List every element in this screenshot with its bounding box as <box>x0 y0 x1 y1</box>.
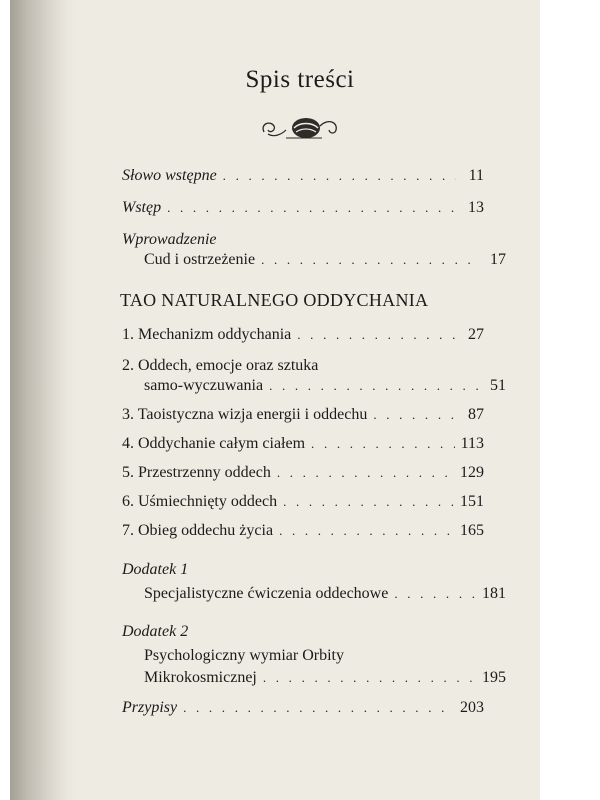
entry-label-line2: Mikrokosmicznej <box>144 669 257 686</box>
entry-page: 13 <box>468 199 484 216</box>
entry-label: Cud i ostrzeżenie <box>144 251 256 268</box>
toc-entry-chapter-5 <box>122 463 484 483</box>
group-heading: Dodatek 1 <box>122 561 189 578</box>
entry-label: 1. Mechanizm oddychania <box>122 326 292 343</box>
ornament-icon <box>256 112 346 146</box>
leader-dots <box>277 463 454 483</box>
entry-page: 195 <box>482 669 506 686</box>
toc-entry-chapter-3 <box>122 405 484 425</box>
entry-page: 165 <box>460 522 484 539</box>
entry-label-line1: 2. Oddech, emocje oraz sztuka <box>122 357 319 374</box>
leader-dots <box>279 521 454 541</box>
entry-page: 113 <box>460 435 484 452</box>
entry-label: Przypisy <box>122 699 178 716</box>
entry-label: 4. Oddychanie całym ciałem <box>122 435 306 452</box>
leader-dots <box>373 405 456 425</box>
page-title: Spis treści <box>245 66 355 93</box>
toc-entry-dodatek-1 <box>122 560 506 604</box>
toc-entry-wstep <box>122 198 484 218</box>
section-heading: TAO NATURALNEGO ODDYCHANIA <box>120 290 429 310</box>
entry-label: 5. Przestrzenny oddech <box>122 464 271 481</box>
toc-entry-wprowadzenie <box>122 230 506 270</box>
group-heading: Dodatek 2 <box>122 623 189 640</box>
toc-entry-dodatek-2 <box>122 622 506 688</box>
entry-page: 11 <box>468 167 484 184</box>
toc-entry-chapter-6 <box>122 492 484 512</box>
entry-label: Wstęp <box>122 199 162 216</box>
entry-page: 51 <box>490 377 506 394</box>
toc-entry-przypisy <box>122 698 484 718</box>
leader-dots <box>183 698 454 718</box>
leader-dots <box>263 668 476 688</box>
toc-entry-chapter-2 <box>122 356 506 396</box>
group-heading: Wprowadzenie <box>122 231 217 248</box>
entry-label-line2: samo-wyczuwania <box>144 377 264 394</box>
leader-dots <box>283 492 454 512</box>
entry-label: 3. Taoistyczna wizja energii i oddechu <box>122 406 368 423</box>
entry-label: 6. Uśmiechnięty oddech <box>122 493 278 510</box>
leader-dots <box>394 584 476 604</box>
entry-page: 129 <box>460 464 484 481</box>
entry-page: 181 <box>482 585 506 602</box>
leader-dots <box>311 434 455 454</box>
entry-label-line1: Psychologiczny wymiar Orbity <box>144 647 344 664</box>
toc-entry-chapter-4 <box>122 434 484 454</box>
entry-label: 7. Obieg oddechu życia <box>122 522 274 539</box>
entry-label: Słowo wstępne <box>122 167 217 184</box>
entry-page: 17 <box>490 251 506 268</box>
entry-page: 203 <box>460 699 484 716</box>
entry-page: 151 <box>460 493 484 510</box>
entry-label: Specjalistyczne ćwiczenia oddechowe <box>144 585 389 602</box>
toc-entry-chapter-1 <box>122 325 484 345</box>
leader-dots <box>297 325 456 345</box>
leader-dots <box>261 250 478 270</box>
leader-dots <box>269 376 478 396</box>
leader-dots <box>167 198 456 218</box>
toc-entry-chapter-7 <box>122 521 484 541</box>
leader-dots <box>223 166 456 186</box>
toc-entry-slowo-wstepne <box>122 166 484 186</box>
entry-page: 87 <box>468 406 484 423</box>
entry-page: 27 <box>468 326 484 343</box>
